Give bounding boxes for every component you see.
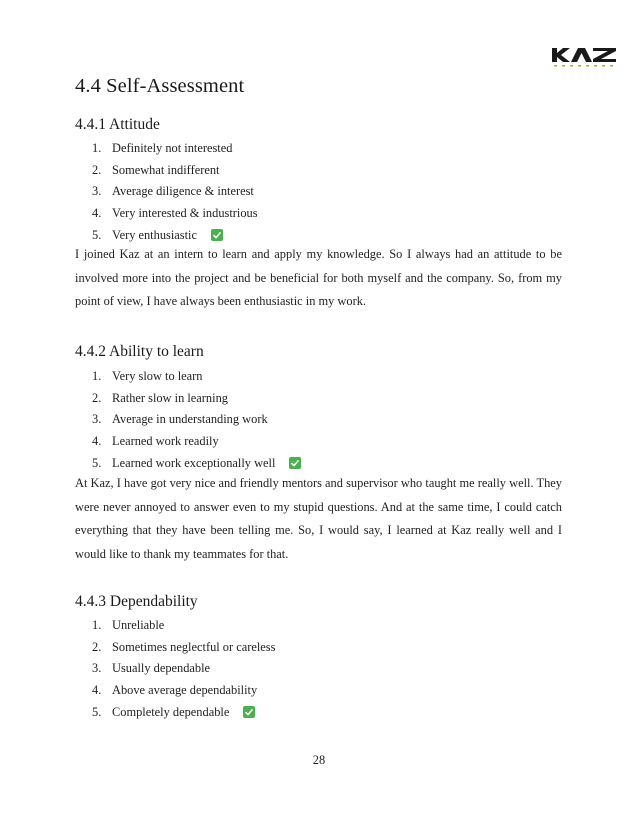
list-item: 3. Average in understanding work (92, 412, 268, 427)
list-item: 5. Learned work exceptionally well (92, 453, 301, 475)
subsection-title-attitude: 4.4.1 Attitude (75, 116, 160, 133)
list-item: 2. Somewhat indifferent (92, 162, 220, 177)
list-item: 2. Sometimes neglectful or careless (92, 639, 276, 654)
attitude-paragraph: I joined Kaz at an intern to learn and apply my knowledge. So I always had an attitude to be involved more into the project and be beneficial for both myself and the company. So, from my point of view, I have always been enthusiastic in my work. (75, 247, 562, 309)
list-item: 4. Very interested & industrious (92, 206, 258, 221)
list-item: 1. Unreliable (92, 618, 165, 632)
page-number: 28 (312, 753, 326, 767)
dependability-options-list (92, 615, 275, 723)
list-item: 1. Definitely not interested (92, 141, 233, 155)
ability-options-list (92, 366, 301, 474)
list-item: 5. Completely dependable (92, 702, 275, 724)
list-item: 3. Average diligence & interest (92, 184, 254, 199)
subsection-title-dependability: 4.4.3 Dependability (75, 593, 198, 610)
ability-paragraph: At Kaz, I have got very nice and friendly mentors and supervisor who taught me really well. They were never annoyed to answer even to my stupid questions. And at the same time, I could catch everything that they have been telling me. So, I would say, I learned at Kaz really well and I would like to thank my teammates for that. (75, 476, 562, 561)
list-item: 2. Rather slow in learning (92, 390, 228, 405)
list-item: 3. Usually dependable (92, 661, 211, 676)
checkmark-icon (243, 706, 255, 718)
attitude-options-list (92, 138, 258, 246)
list-item: 4. Above average dependability (92, 683, 258, 698)
list-item: 4. Learned work readily (92, 434, 219, 449)
checkmark-icon (289, 457, 301, 469)
kaz-logo (552, 46, 616, 68)
list-item: 1. Very slow to learn (92, 369, 203, 383)
list-item: 5. Very enthusiastic (92, 225, 258, 247)
subsection-title-ability-to-learn: 4.4.2 Ability to learn (75, 343, 204, 360)
checkmark-icon (211, 229, 223, 241)
section-title: 4.4 Self-Assessment (75, 75, 245, 97)
kaz-logo-graphic (552, 46, 616, 68)
